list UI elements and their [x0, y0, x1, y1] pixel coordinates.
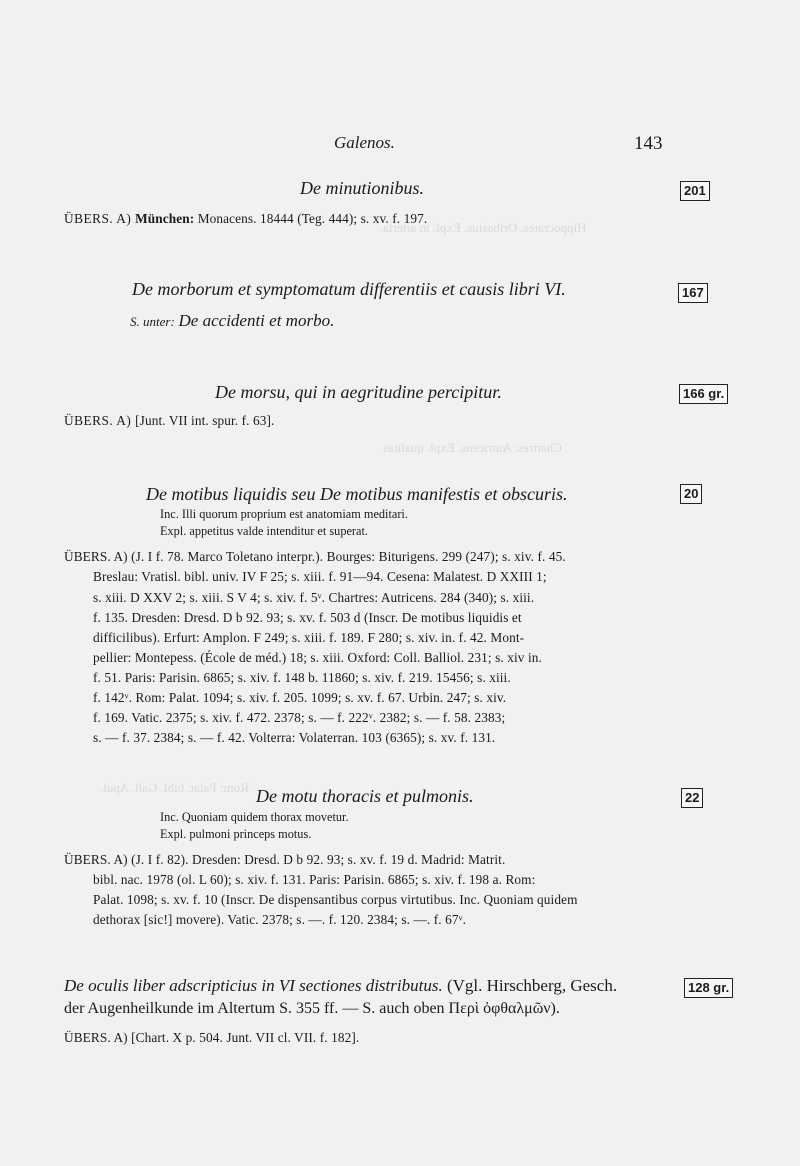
- section-title: De morborum et symptomatum differentiis et causis libri VI.: [132, 279, 566, 299]
- explicit: Expl. pulmoni princeps motus.: [160, 827, 312, 841]
- running-title: Galenos.: [334, 133, 395, 152]
- reference-note: (Vgl. Hirschberg, Gesch.: [446, 976, 618, 995]
- bleed-through-text: Chartres: Autricens. Expl. qualitas.: [380, 440, 562, 455]
- cross-reference: S. unter: De accidenti et morbo.: [130, 311, 335, 330]
- section-number-box: 128 gr.: [684, 978, 733, 998]
- manuscript-line: difficilibus). Erfurt: Amplon. F 249; s. xiii. f. 189. F 280; s. xiv. in. f. 42. Mont-: [93, 630, 525, 645]
- section-number-box: 167: [678, 283, 708, 303]
- translation-line: ÜBERS. A) [Chart. X p. 504. Junt. VII cl. VII. f. 182].: [64, 1030, 360, 1045]
- translation-line: ÜBERS. A) München: Monacens. 18444 (Teg. 444); s. xv. f. 197.: [64, 211, 428, 226]
- section-number-box: 20: [680, 484, 702, 504]
- section-number-box: 201: [680, 181, 710, 201]
- page-number: 143: [634, 133, 663, 154]
- section-title: De morsu, qui in aegritudine percipitur.: [215, 382, 502, 402]
- bleed-through-text: Hippocrates. Oribasius. Expl. in arteria.: [380, 220, 587, 235]
- manuscript-line: s. xiii. D XXV 2; s. xiii. S V 4; s. xiv. f. 5ᵛ. Chartres: Autricens. 284 (340); s. xiii.: [93, 590, 535, 605]
- bleed-through-text: Rom: Palat. bibl. Gall. Apul.: [100, 780, 249, 795]
- manuscript-line: f. 142ᵛ. Rom: Palat. 1094; s. xiv. f. 205. 1099; s. xv. f. 67. Urbin. 247; s. xiv.: [93, 690, 507, 705]
- section-title: De motu thoracis et pulmonis.: [256, 786, 474, 806]
- manuscript-line: bibl. nac. 1978 (ol. L 60); s. xiv. f. 131. Paris: Parisin. 6865; s. xiv. f. 198 a. Rom:: [93, 872, 536, 887]
- incipit: Inc. Illi quorum proprium est anatomiam meditari.: [160, 507, 408, 521]
- manuscript-line: f. 135. Dresden: Dresd. D b 92. 93; s. xv. f. 503 d (Inscr. De motibus liquidis et: [93, 610, 522, 625]
- manuscript-line: s. — f. 37. 2384; s. — f. 42. Volterra: Volaterran. 103 (6365); s. xv. f. 131.: [93, 730, 496, 745]
- manuscript-line: f. 169. Vatic. 2375; s. xiv. f. 472. 2378; s. — f. 222ᵛ. 2382; s. — f. 58. 2383;: [93, 710, 506, 725]
- section-title: De motibus liquidis seu De motibus manifestis et obscuris.: [146, 484, 568, 504]
- section-title: De minutionibus.: [300, 178, 424, 198]
- manuscript-line: ÜBERS. A) (J. I f. 78. Marco Toletano interpr.). Bourges: Biturigens. 299 (247); s. xiv. f. 45.: [64, 549, 566, 564]
- reference-note-line: der Augenheilkunde im Altertum S. 355 ff. — S. auch oben Περὶ ὀφθαλμῶν).: [64, 1000, 560, 1017]
- manuscript-line: dethorax [sic!] movere). Vatic. 2378; s. —. f. 120. 2384; s. —. f. 67ᵛ.: [93, 912, 467, 927]
- manuscript-line: ÜBERS. A) (J. I f. 82). Dresden: Dresd. D b 92. 93; s. xv. f. 19 d. Madrid: Matrit.: [64, 852, 506, 867]
- manuscript-line: pellier: Montepess. (École de méd.) 18; s. xiii. Oxford: Coll. Balliol. 231; s. xiv in.: [93, 650, 542, 665]
- explicit: Expl. appetitus valde intenditur et superat.: [160, 524, 368, 538]
- translation-line: ÜBERS. A) [Junt. VII int. spur. f. 63].: [64, 413, 275, 428]
- manuscript-line: Palat. 1098; s. xv. f. 10 (Inscr. De dispensantibus corpus virtutibus. Inc. Quoniam quidem: [93, 892, 578, 907]
- manuscript-line: Breslau: Vratisl. bibl. univ. IV F 25; s. xiii. f. 91—94. Cesena: Malatest. D XXIII 1;: [93, 569, 547, 584]
- section-number-box: 166 gr.: [679, 384, 728, 404]
- section-number-box: 22: [681, 788, 703, 808]
- incipit: Inc. Quoniam quidem thorax movetur.: [160, 810, 349, 824]
- manuscript-line: f. 51. Paris: Parisin. 6865; s. xiv. f. 148 b. 11860; s. xiv. f. 219. 15456; s. xiii.: [93, 670, 511, 685]
- section-title-line: De oculis liber adscripticius in VI sectiones distributus. (Vgl. Hirschberg, Gesch.: [64, 976, 618, 995]
